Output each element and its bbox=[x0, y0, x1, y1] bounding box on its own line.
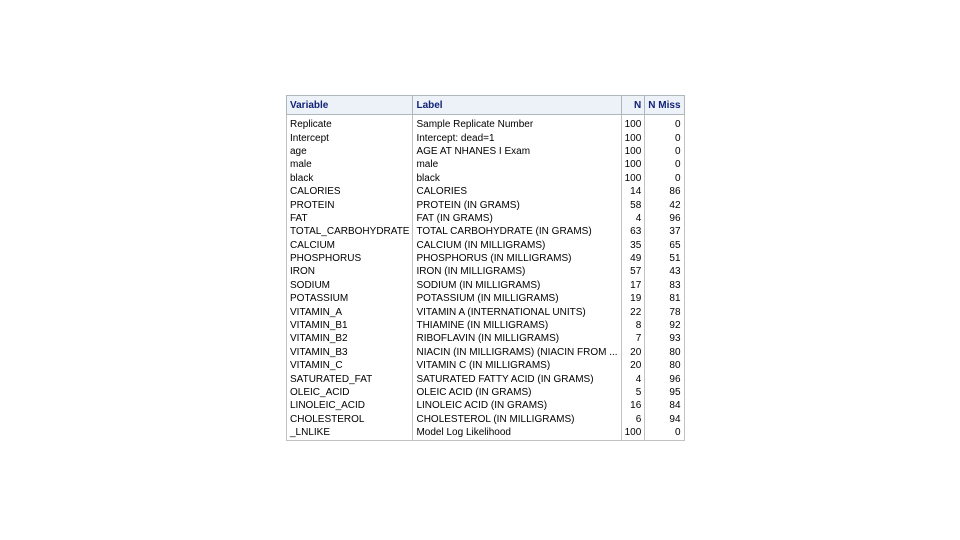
cell-label: VITAMIN A (INTERNATIONAL UNITS) bbox=[413, 305, 621, 318]
cell-variable: FAT bbox=[287, 212, 413, 225]
cell-label: CALCIUM (IN MILLIGRAMS) bbox=[413, 239, 621, 252]
cell-label: LINOLEIC ACID (IN GRAMS) bbox=[413, 399, 621, 412]
table-row bbox=[287, 225, 685, 238]
cell-variable: VITAMIN_B3 bbox=[287, 346, 413, 359]
cell-n-miss: 92 bbox=[645, 319, 684, 332]
cell-variable: VITAMIN_C bbox=[287, 359, 413, 372]
cell-n-miss: 86 bbox=[645, 185, 684, 198]
cell-n: 63 bbox=[621, 225, 645, 238]
cell-variable: SODIUM bbox=[287, 279, 413, 292]
table-body bbox=[287, 115, 685, 441]
cell-variable: LINOLEIC_ACID bbox=[287, 399, 413, 412]
cell-variable: CALORIES bbox=[287, 185, 413, 198]
cell-n: 8 bbox=[621, 319, 645, 332]
cell-n: 100 bbox=[621, 426, 645, 441]
cell-label: male bbox=[413, 158, 621, 171]
cell-n-miss: 96 bbox=[645, 212, 684, 225]
cell-n-miss: 51 bbox=[645, 252, 684, 265]
header-n-miss: N Miss bbox=[645, 96, 684, 115]
cell-n-miss: 95 bbox=[645, 386, 684, 399]
cell-n: 100 bbox=[621, 131, 645, 144]
cell-label: IRON (IN MILLIGRAMS) bbox=[413, 265, 621, 278]
cell-n: 6 bbox=[621, 413, 645, 426]
cell-variable: black bbox=[287, 172, 413, 185]
table-row bbox=[287, 386, 685, 399]
cell-n: 20 bbox=[621, 359, 645, 372]
table-row bbox=[287, 252, 685, 265]
table-row bbox=[287, 346, 685, 359]
table-row bbox=[287, 212, 685, 225]
cell-n-miss: 42 bbox=[645, 198, 684, 211]
table-row bbox=[287, 239, 685, 252]
cell-n: 5 bbox=[621, 386, 645, 399]
cell-n: 16 bbox=[621, 399, 645, 412]
cell-n-miss: 94 bbox=[645, 413, 684, 426]
table-row bbox=[287, 305, 685, 318]
cell-label: NIACIN (IN MILLIGRAMS) (NIACIN FROM ... bbox=[413, 346, 621, 359]
cell-variable: TOTAL_CARBOHYDRATE bbox=[287, 225, 413, 238]
cell-n: 49 bbox=[621, 252, 645, 265]
cell-variable: Intercept bbox=[287, 131, 413, 144]
cell-n-miss: 81 bbox=[645, 292, 684, 305]
table-row bbox=[287, 332, 685, 345]
cell-label: Sample Replicate Number bbox=[413, 115, 621, 132]
cell-variable: POTASSIUM bbox=[287, 292, 413, 305]
cell-label: RIBOFLAVIN (IN MILLIGRAMS) bbox=[413, 332, 621, 345]
cell-label: black bbox=[413, 172, 621, 185]
cell-variable: _LNLIKE bbox=[287, 426, 413, 441]
cell-label: Model Log Likelihood bbox=[413, 426, 621, 441]
cell-label: SATURATED FATTY ACID (IN GRAMS) bbox=[413, 372, 621, 385]
cell-n-miss: 80 bbox=[645, 359, 684, 372]
cell-n: 100 bbox=[621, 172, 645, 185]
cell-n-miss: 65 bbox=[645, 239, 684, 252]
cell-n: 57 bbox=[621, 265, 645, 278]
cell-label: SODIUM (IN MILLIGRAMS) bbox=[413, 279, 621, 292]
table-row bbox=[287, 279, 685, 292]
cell-n-miss: 96 bbox=[645, 372, 684, 385]
table-row bbox=[287, 158, 685, 171]
cell-label: VITAMIN C (IN MILLIGRAMS) bbox=[413, 359, 621, 372]
cell-n: 7 bbox=[621, 332, 645, 345]
cell-label: OLEIC ACID (IN GRAMS) bbox=[413, 386, 621, 399]
cell-variable: VITAMIN_B1 bbox=[287, 319, 413, 332]
cell-label: POTASSIUM (IN MILLIGRAMS) bbox=[413, 292, 621, 305]
summary-table bbox=[286, 95, 685, 441]
cell-variable: male bbox=[287, 158, 413, 171]
cell-variable: IRON bbox=[287, 265, 413, 278]
cell-label: TOTAL CARBOHYDRATE (IN GRAMS) bbox=[413, 225, 621, 238]
cell-n-miss: 37 bbox=[645, 225, 684, 238]
table-row bbox=[287, 292, 685, 305]
table-row bbox=[287, 319, 685, 332]
cell-label: PROTEIN (IN GRAMS) bbox=[413, 198, 621, 211]
cell-variable: VITAMIN_A bbox=[287, 305, 413, 318]
table-row bbox=[287, 426, 685, 441]
table-row bbox=[287, 372, 685, 385]
cell-n: 19 bbox=[621, 292, 645, 305]
cell-variable: CALCIUM bbox=[287, 239, 413, 252]
table-row bbox=[287, 359, 685, 372]
cell-label: FAT (IN GRAMS) bbox=[413, 212, 621, 225]
cell-variable: OLEIC_ACID bbox=[287, 386, 413, 399]
cell-n-miss: 0 bbox=[645, 426, 684, 441]
cell-n-miss: 80 bbox=[645, 346, 684, 359]
cell-n: 100 bbox=[621, 158, 645, 171]
table-row bbox=[287, 265, 685, 278]
cell-n: 17 bbox=[621, 279, 645, 292]
cell-variable: PROTEIN bbox=[287, 198, 413, 211]
cell-variable: Replicate bbox=[287, 115, 413, 132]
table-row bbox=[287, 413, 685, 426]
cell-n-miss: 43 bbox=[645, 265, 684, 278]
cell-variable: PHOSPHORUS bbox=[287, 252, 413, 265]
cell-n-miss: 83 bbox=[645, 279, 684, 292]
table-row bbox=[287, 145, 685, 158]
cell-label: CALORIES bbox=[413, 185, 621, 198]
cell-variable: VITAMIN_B2 bbox=[287, 332, 413, 345]
table-row bbox=[287, 115, 685, 132]
table-row bbox=[287, 131, 685, 144]
cell-variable: age bbox=[287, 145, 413, 158]
cell-label: Intercept: dead=1 bbox=[413, 131, 621, 144]
summary-table-container bbox=[286, 95, 685, 441]
cell-variable: SATURATED_FAT bbox=[287, 372, 413, 385]
cell-n: 22 bbox=[621, 305, 645, 318]
cell-n-miss: 0 bbox=[645, 131, 684, 144]
header-label: Label bbox=[413, 96, 621, 115]
table-row bbox=[287, 399, 685, 412]
cell-n-miss: 78 bbox=[645, 305, 684, 318]
cell-n-miss: 84 bbox=[645, 399, 684, 412]
cell-n: 4 bbox=[621, 372, 645, 385]
cell-n-miss: 0 bbox=[645, 172, 684, 185]
cell-variable: CHOLESTEROL bbox=[287, 413, 413, 426]
table-row bbox=[287, 172, 685, 185]
cell-n-miss: 0 bbox=[645, 115, 684, 132]
cell-label: PHOSPHORUS (IN MILLIGRAMS) bbox=[413, 252, 621, 265]
header-n: N bbox=[621, 96, 645, 115]
table-row bbox=[287, 185, 685, 198]
header-row bbox=[287, 96, 685, 115]
cell-label: AGE AT NHANES I Exam bbox=[413, 145, 621, 158]
cell-label: THIAMINE (IN MILLIGRAMS) bbox=[413, 319, 621, 332]
cell-n-miss: 0 bbox=[645, 158, 684, 171]
cell-n-miss: 93 bbox=[645, 332, 684, 345]
cell-n: 100 bbox=[621, 115, 645, 132]
cell-n: 14 bbox=[621, 185, 645, 198]
cell-n: 4 bbox=[621, 212, 645, 225]
cell-n: 58 bbox=[621, 198, 645, 211]
cell-n: 20 bbox=[621, 346, 645, 359]
table-row bbox=[287, 198, 685, 211]
cell-n: 100 bbox=[621, 145, 645, 158]
header-variable: Variable bbox=[287, 96, 413, 115]
cell-n-miss: 0 bbox=[645, 145, 684, 158]
cell-n: 35 bbox=[621, 239, 645, 252]
cell-label: CHOLESTEROL (IN MILLIGRAMS) bbox=[413, 413, 621, 426]
